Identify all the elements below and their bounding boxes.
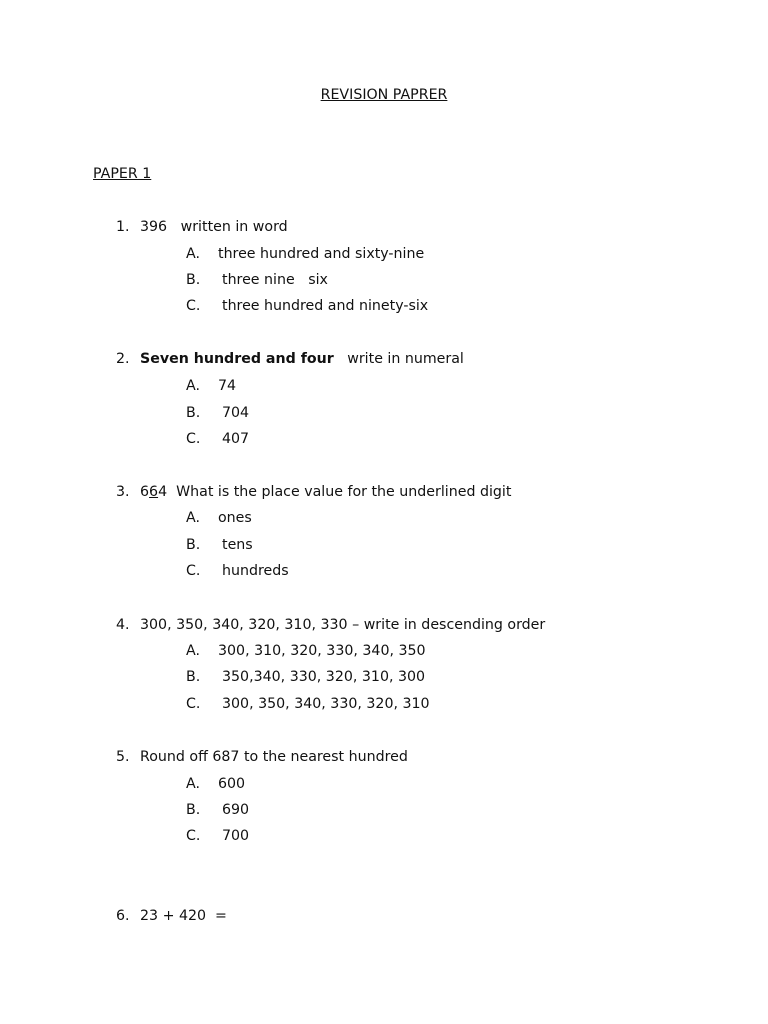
question-number: 4. (116, 617, 130, 633)
option-letter: A. (186, 643, 200, 659)
option-text: ones (218, 510, 252, 526)
option-letter: C. (186, 828, 201, 844)
question-text: 300, 350, 340, 320, 310, 330 – write in descending order (140, 617, 546, 633)
option-text: three hundred and ninety-six (222, 298, 429, 314)
question-number: 2. (116, 351, 130, 367)
question-text (140, 483, 511, 501)
question-instruction: 4 What is the place value for the underlined digit (158, 484, 512, 500)
option-text: 690 (222, 802, 250, 818)
option-letter: A. (186, 378, 200, 394)
option-text: 600 (218, 776, 246, 792)
option-letter: B. (186, 405, 201, 421)
option-letter: C. (186, 696, 201, 712)
option-text: 300, 350, 340, 330, 320, 310 (222, 696, 430, 712)
question-text: Round off 687 to the nearest hundred (140, 749, 408, 765)
option-text: 350,340, 330, 320, 310, 300 (222, 669, 426, 685)
option-letter: B. (186, 802, 201, 818)
option-letter: A. (186, 510, 200, 526)
option-text: 704 (222, 405, 250, 421)
question-bold-text: Seven hundred and four (140, 351, 334, 367)
option-text: hundreds (222, 563, 289, 579)
question-number: 1. (116, 219, 130, 235)
digit-plain: 6 (140, 484, 150, 500)
question-text (140, 350, 464, 368)
question-number: 3. (116, 484, 130, 500)
question-text: 23 + 420 = (140, 908, 227, 924)
option-letter: B. (186, 669, 201, 685)
option-letter: B. (186, 272, 201, 288)
option-letter: C. (186, 563, 201, 579)
question-number: 6. (116, 908, 130, 924)
underlined-digit: 6 (149, 484, 159, 500)
question-number-value: 396 (140, 219, 168, 235)
question-number: 5. (116, 749, 130, 765)
paper-title: REVISION PAPRER (320, 87, 448, 103)
option-letter: C. (186, 298, 201, 314)
section-heading: PAPER 1 (93, 166, 152, 182)
option-text: 407 (222, 431, 250, 447)
question-instruction: written in word (167, 219, 288, 235)
option-text: 300, 310, 320, 330, 340, 350 (218, 643, 426, 659)
option-text: 700 (222, 828, 250, 844)
question-text (140, 218, 288, 236)
option-text: tens (222, 537, 253, 553)
option-text: three hundred and sixty-nine (218, 246, 425, 262)
option-letter: A. (186, 246, 200, 262)
option-letter: C. (186, 431, 201, 447)
option-text: three nine six (222, 272, 328, 288)
option-letter: B. (186, 537, 201, 553)
option-letter: A. (186, 776, 200, 792)
question-instruction: write in numeral (333, 351, 464, 367)
option-text: 74 (218, 378, 237, 394)
